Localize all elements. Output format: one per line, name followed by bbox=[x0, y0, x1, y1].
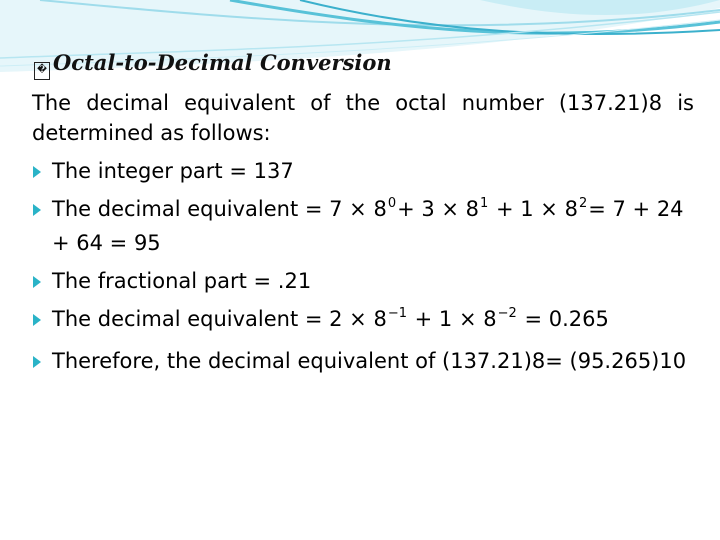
bullet-list bbox=[32, 156, 694, 376]
missing-glyph-icon: � bbox=[34, 62, 50, 80]
list-item-text: Therefore, the decimal equivalent of (137.21)8= (95.265)10 bbox=[52, 349, 687, 373]
equation-part: = 7 + 24 + 64 = 95 bbox=[52, 197, 684, 255]
bullet-arrow-icon bbox=[33, 276, 41, 288]
exponent: −1 bbox=[387, 306, 407, 321]
list-item-fractional-equivalent bbox=[32, 304, 694, 338]
equation-part: + 1 × 8 bbox=[407, 307, 497, 331]
bullet-arrow-icon bbox=[33, 204, 41, 216]
list-item-conclusion bbox=[32, 346, 694, 376]
list-item-integer-equivalent bbox=[32, 194, 694, 258]
equation-part: + 3 × 8 bbox=[397, 197, 480, 221]
list-item-text: The fractional part = .21 bbox=[52, 269, 312, 293]
slide-body bbox=[32, 88, 694, 376]
equation-part: = 0.265 bbox=[517, 307, 609, 331]
list-item-fractional-part bbox=[32, 266, 694, 296]
equation-part: The decimal equivalent = 2 × 8 bbox=[52, 307, 387, 331]
equation-part: The decimal equivalent = 7 × 8 bbox=[52, 197, 387, 221]
exponent: −2 bbox=[497, 306, 517, 321]
list-item-text: The integer part = 137 bbox=[52, 159, 294, 183]
exponent: 1 bbox=[480, 196, 489, 211]
bullet-arrow-icon bbox=[33, 314, 41, 326]
exponent: 0 bbox=[387, 196, 397, 211]
equation-part: + 1 × 8 bbox=[489, 197, 578, 221]
list-item-integer-part bbox=[32, 156, 694, 186]
exponent: 2 bbox=[578, 196, 588, 211]
bullet-arrow-icon bbox=[33, 166, 41, 178]
slide-title bbox=[34, 50, 392, 80]
intro-paragraph: The decimal equivalent of the octal number (137.21)8 is determined as follows: bbox=[32, 91, 694, 145]
bullet-arrow-icon bbox=[33, 356, 41, 368]
slide-title-text: Octal-to-Decimal Conversion bbox=[53, 50, 392, 75]
